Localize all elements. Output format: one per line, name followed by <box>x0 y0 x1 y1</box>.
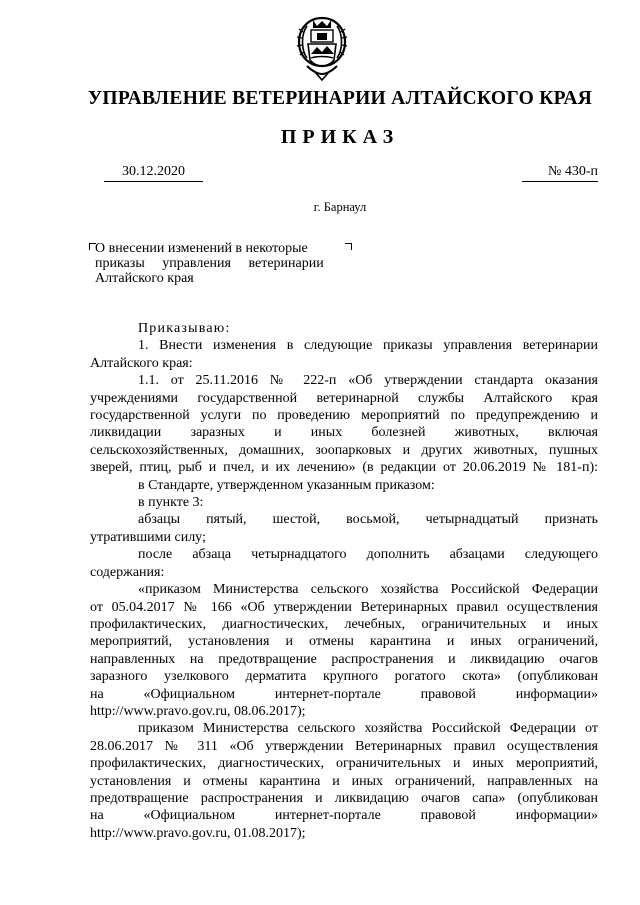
body-line: в Стандарте, утвержденном указанным приказом: <box>138 477 435 493</box>
body-line: направленных на предотвращение распространения и ликвидацию очагов <box>90 651 598 667</box>
body-line: «приказом Министерства сельского хозяйства Российской Федерации <box>138 582 598 598</box>
subject-line: О внесении изменений в некоторые <box>95 241 308 256</box>
body-line: http://www.pravo.gov.ru, 08.06.2017); <box>90 703 306 719</box>
subject-line: приказы управления ветеринарии <box>95 256 324 271</box>
body-line: заразного узелкового дерматита крупного рогатого скота» (опубликован <box>90 669 598 685</box>
body-line: государственной услуги по проведению мероприятий по предупреждению и <box>90 408 598 424</box>
body-line: содержания: <box>90 564 165 580</box>
body-line: установления и отмены карантина и иных ограничений, направленных на <box>90 773 598 789</box>
order-number: № 430-п <box>522 164 598 182</box>
body-line: http://www.pravo.gov.ru, 01.08.2017); <box>90 825 306 841</box>
body-line: абзацы пятый, шестой, восьмой, четырнадцатый признать <box>138 512 598 528</box>
body-line: на «Официальном интернет-портале правовой информации» <box>90 686 598 702</box>
body-line: 1. Внести изменения в следующие приказы управления ветеринарии <box>138 338 598 354</box>
document-type: ПРИКАЗ <box>280 126 400 148</box>
body-line: утратившими силу; <box>90 529 206 545</box>
body-line: зверей, птиц, рыб и пчел, и их лечению» (в редакции от 20.06.2019 № 181-п): <box>90 460 598 476</box>
body-line: после абзаца четырнадцатого дополнить абзацами следующего <box>138 547 598 563</box>
body-line: мероприятий, установления и отмены карантина и иных ограничений, <box>90 634 598 650</box>
order-subject <box>95 241 350 286</box>
body-line: в пункте 3: <box>138 495 204 511</box>
order-body <box>90 320 598 842</box>
body-line: 1.1. от 25.11.2016 № 222-п «Об утверждении стандарта оказания <box>138 373 598 389</box>
city: г. Барнаул <box>313 200 367 214</box>
organization-name: УПРАВЛЕНИЕ ВЕТЕРИНАРИИ АЛТАЙСКОГО КРАЯ <box>87 88 593 109</box>
body-line: сельскохозяйственных, домашних, зоопарковых и других животных, пушных <box>90 442 598 458</box>
body-line: 28.06.2017 № 311 «Об утверждении Ветеринарных правил осуществления <box>90 738 598 754</box>
body-line: учреждениями государственной ветеринарной службы Алтайского края <box>90 390 598 406</box>
coat-of-arms-emblem <box>291 14 353 82</box>
body-line: профилактических, диагностических, ограничительных и иных мероприятий, <box>90 756 598 772</box>
body-line: предотвращение распространения и ликвидацию очагов сапа» (опубликован <box>90 790 598 806</box>
body-line: на «Официальном интернет-портале правовой информации» <box>90 808 598 824</box>
body-line: ликвидации заразных и иных болезней животных, включая <box>90 425 598 441</box>
body-line: профилактических, диагностических, лечебных, ограничительных и иных <box>90 616 598 632</box>
body-line: Приказываю: <box>138 321 231 336</box>
order-date: 30.12.2020 <box>104 164 203 182</box>
body-line: приказом Министерства сельского хозяйства Российской Федерации от <box>138 721 598 737</box>
body-line: от 05.04.2017 № 166 «Об утверждении Ветеринарных правил осуществления <box>90 599 598 615</box>
body-line: Алтайского края: <box>90 355 193 371</box>
subject-line: Алтайского края <box>95 271 194 286</box>
